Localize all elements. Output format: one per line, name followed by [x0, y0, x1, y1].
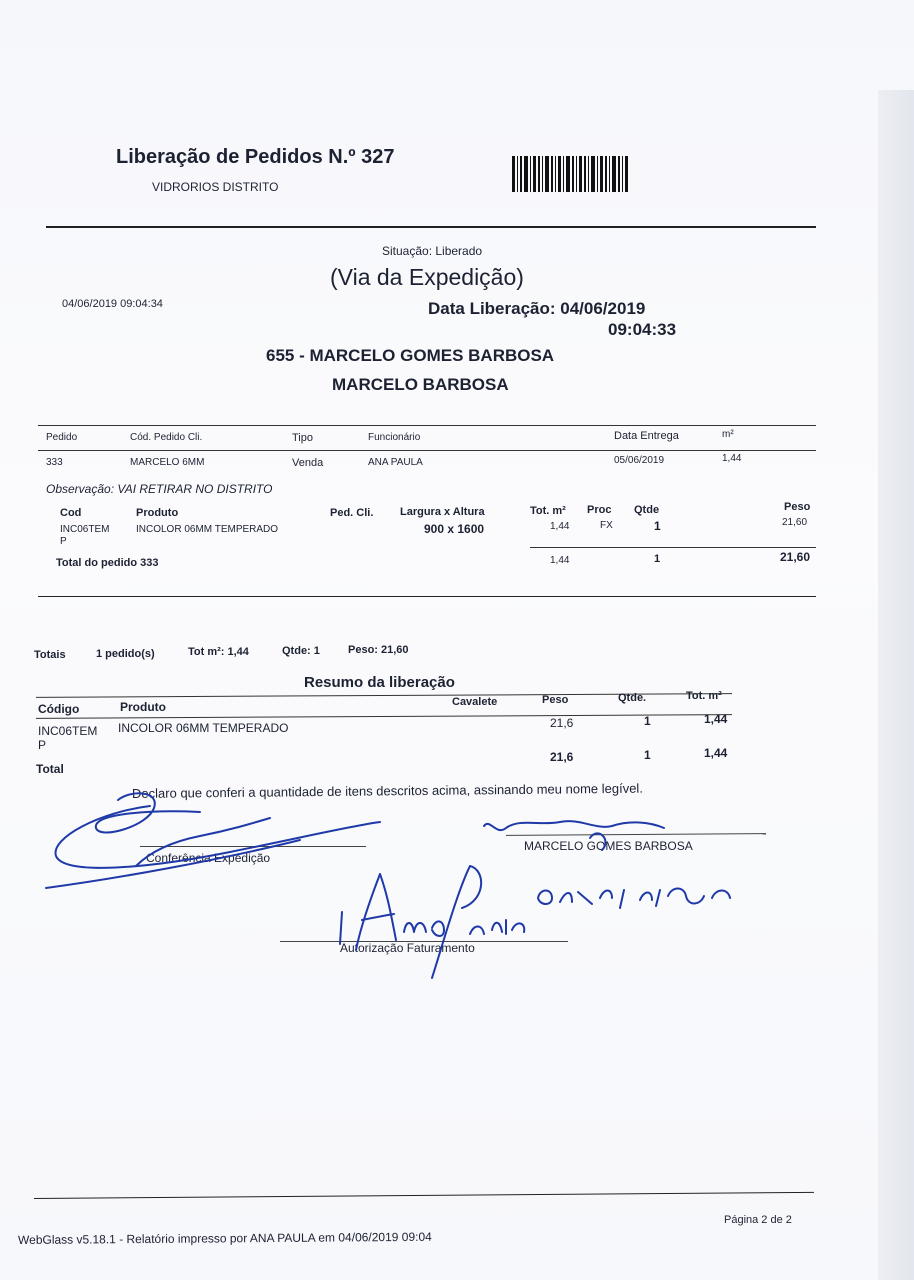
summary-col-qtde: Qtde.	[618, 692, 647, 704]
col-funcionario: Funcionário	[368, 432, 421, 443]
conferencia-signature-stroke-4	[136, 818, 270, 866]
item-peso: 21,60	[782, 517, 808, 528]
summary-col-tot-m2: Tot. m²	[686, 690, 722, 702]
totals-orders: 1 pedido(s)	[96, 648, 155, 660]
order-total-peso: 21,60	[780, 550, 811, 564]
summary-item-qtde: 1	[644, 714, 651, 728]
autorizacao-signature-tick	[340, 912, 342, 944]
printed-datetime: 04/06/2019 09:04:34	[62, 298, 163, 310]
items-col-peso: Peso	[784, 501, 811, 513]
summary-title: Resumo da liberação	[304, 674, 455, 691]
summary-col-produto: Produto	[120, 700, 166, 714]
summary-total-m2: 1,44	[704, 746, 728, 760]
order-client-code: MARCELO 6MM	[130, 457, 205, 468]
col-data-entrega: Data Entrega	[614, 430, 679, 442]
summary-total-qtde: 1	[644, 748, 651, 762]
company-name: VIDRORIOS DISTRITO	[152, 180, 279, 194]
summary-item-m2: 1,44	[704, 712, 728, 726]
autorizacao-signature-a	[356, 874, 396, 950]
totals-weight: Peso: 21,60	[348, 644, 409, 656]
summary-total-label: Total	[36, 762, 64, 776]
col-m2: m²	[722, 429, 734, 440]
conferencia-label: Conferência Expedição	[146, 851, 271, 865]
items-col-largura-altura: Largura x Altura	[400, 506, 485, 518]
handwritten-date-stroke	[538, 889, 730, 909]
order-delivery-date: 05/06/2019	[614, 455, 665, 466]
order-total-m2: 1,44	[550, 555, 570, 566]
conferencia-signature-stroke-2	[96, 793, 200, 832]
col-tipo: Tipo	[292, 432, 313, 444]
footer-page-number: Página 2 de 2	[724, 1214, 792, 1226]
client-full-name: 655 - MARCELO GOMES BARBOSA	[266, 346, 555, 365]
footer-report-info: WebGlass v5.18.1 - Relatório impresso por ANA PAULA em 04/06/2019 09:04	[17, 1229, 432, 1247]
client-short-name: MARCELO BARBOSA	[332, 375, 509, 394]
order-total-label: Total do pedido 333	[56, 557, 159, 569]
autorizacao-signature-aula	[470, 920, 524, 934]
summary-total-weight: 21,6	[550, 750, 574, 764]
declaration-text: Declaro que conferi a quantidade de itens descritos acima, assinando meu nome legível.	[131, 780, 643, 801]
order-number: 333	[46, 457, 63, 468]
status-label: Situação: Liberado	[382, 244, 483, 258]
order-m2: 1,44	[722, 453, 742, 464]
client-signature-name: MARCELO GOMES BARBOSA	[524, 839, 693, 853]
via-label: (Via da Expedição)	[330, 264, 524, 290]
order-observation: Observação: VAI RETIRAR NO DISTRITO	[46, 482, 273, 496]
col-pedido: Pedido	[46, 432, 78, 443]
item-tot-m2: 1,44	[550, 521, 570, 532]
col-cod-pedido-cli: Cód. Pedido Cli.	[130, 432, 203, 443]
conferencia-signature-stroke-3	[46, 840, 300, 888]
item-code-wrap: P	[60, 536, 67, 547]
items-col-cod: Cod	[60, 507, 82, 519]
item-code: INC06TEM	[60, 524, 110, 535]
order-type: Venda	[292, 457, 324, 469]
summary-item-product: INCOLOR 06MM TEMPERADO	[118, 721, 289, 735]
items-col-tot-m2: Tot. m²	[530, 505, 566, 517]
item-product: INCOLOR 06MM TEMPERADO	[136, 524, 279, 535]
summary-col-codigo: Código	[38, 702, 80, 716]
summary-item-code-wrap: P	[38, 738, 47, 752]
item-proc: FX	[600, 520, 613, 531]
client-signature-flourish	[590, 833, 605, 850]
totals-qtde: Qtde: 1	[282, 645, 320, 657]
summary-col-cavalete: Cavalete	[452, 696, 498, 708]
document-title: Liberação de Pedidos N.º 327	[116, 146, 395, 168]
autorizacao-signature-na	[404, 921, 444, 936]
item-dimensions: 900 x 1600	[424, 522, 485, 536]
summary-col-peso: Peso	[542, 694, 569, 706]
items-col-produto: Produto	[136, 507, 179, 519]
totals-m2: Tot m²: 1,44	[188, 646, 249, 658]
summary-item-weight: 21,6	[550, 716, 574, 730]
totals-label: Totais	[34, 649, 66, 661]
client-signature-stroke	[484, 821, 664, 830]
items-col-qtde: Qtde	[634, 504, 660, 516]
item-qtde: 1	[654, 519, 661, 533]
items-col-proc: Proc	[587, 504, 612, 516]
order-total-qtde: 1	[654, 553, 661, 565]
summary-item-code: INC06TEM	[38, 724, 98, 738]
release-time: 09:04:33	[608, 320, 677, 339]
order-employee: ANA PAULA	[368, 457, 423, 468]
autorizacao-label: Autorização Faturamento	[340, 941, 475, 955]
release-date: Data Liberação: 04/06/2019	[428, 299, 646, 318]
items-col-ped-cli: Ped. Cli.	[330, 507, 374, 519]
